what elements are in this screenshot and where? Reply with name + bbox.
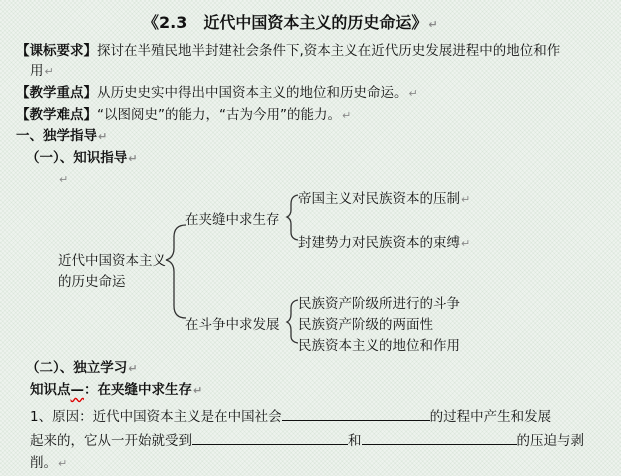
- requirement-text: 探讨在半殖民地半封建社会条件下,资本主义在近代历史发展进程中的地位和作: [97, 43, 561, 59]
- empty-paragraph: ↵: [59, 173, 69, 186]
- tree-leaf-feudalism: 封建势力对民族资本的束缚↵: [298, 235, 471, 251]
- fill-blank-2[interactable]: [192, 430, 348, 445]
- focus-text: 从历史史实中得出中国资本主义的地位和历史命运。: [97, 85, 408, 101]
- focus-label: 【教学重点】: [16, 85, 97, 101]
- subsection-heading-knowledge-guide: （一）、知识指导↵: [26, 150, 138, 166]
- requirement-continuation: 用↵: [30, 63, 54, 79]
- tree-leaf-duality: 民族资产阶级的两面性: [298, 317, 433, 333]
- tree-branch-survival: 在夹缝中求生存: [185, 212, 280, 228]
- tree-leaf-imperialism: 帝国主义对民族资本的压制↵: [298, 191, 471, 207]
- question-1-line-1: 1、原因：近代中国资本主义是在中国社会 的过程中产生和发展: [30, 406, 551, 426]
- fill-blank-1[interactable]: [282, 406, 430, 421]
- requirement-label: 【课标要求】: [16, 43, 97, 59]
- section-heading-1: 一、独学指导↵: [16, 128, 108, 144]
- tree-leaf-struggle: 民族资产阶级所进行的斗争: [298, 296, 460, 312]
- question-1-line-3: 削。↵: [30, 455, 68, 471]
- difficulty-label: 【教学难点】: [16, 107, 97, 123]
- subsection-heading-independent-study: （二）、独立学习↵: [26, 360, 138, 376]
- knowledge-point-heading: 知识点—：在夹缝中求生存↵: [30, 382, 203, 398]
- fill-blank-3[interactable]: [362, 430, 517, 445]
- tree-root-line-1: 近代中国资本主义: [58, 253, 166, 269]
- tree-root-line-2: 的历史命运: [58, 274, 126, 290]
- tree-branch-struggle: 在斗争中求发展: [185, 317, 280, 333]
- teaching-focus: 【教学重点】从历史史实中得出中国资本主义的地位和历史命运。↵: [16, 85, 418, 101]
- document-title: 《2.3 近代中国资本主义的历史命运》↵: [143, 13, 438, 32]
- teaching-difficulty: 【教学难点】“以图阅史”的能力，“古为今用”的能力。↵: [16, 107, 352, 123]
- difficulty-text: “以图阅史”的能力，“古为今用”的能力。: [97, 107, 341, 123]
- question-1-line-2: 起来的，它从一开始就受到 和 的压迫与剥: [30, 430, 584, 450]
- tree-leaf-status: 民族资本主义的地位和作用: [298, 338, 460, 354]
